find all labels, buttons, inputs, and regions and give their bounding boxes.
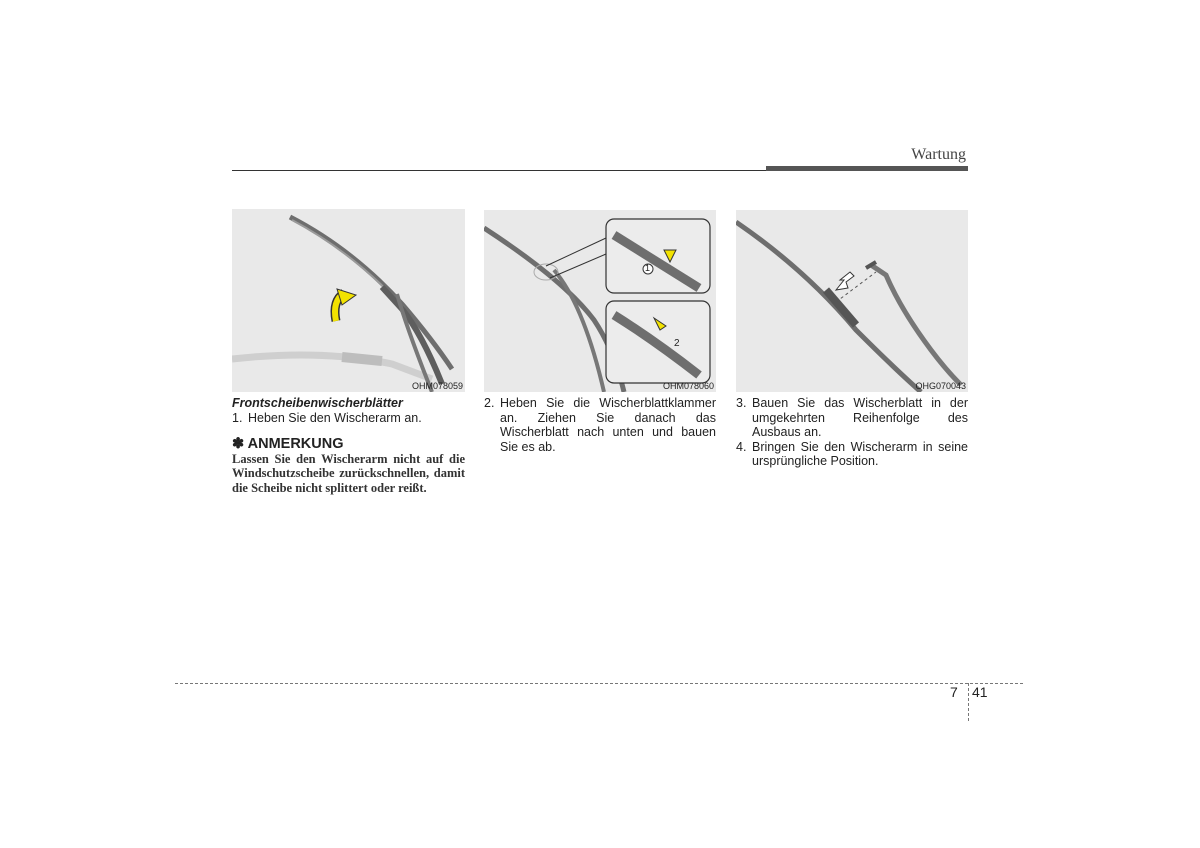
callout-1: 1 <box>645 263 651 273</box>
figure-2 <box>484 210 716 392</box>
lift-arrow-icon <box>335 289 356 321</box>
step-number: 2. <box>484 396 495 410</box>
column-1 <box>232 396 465 495</box>
note-title: ✽ ANMERKUNG <box>232 436 344 452</box>
column-3 <box>736 396 968 469</box>
wiper-install-illustration <box>736 210 968 392</box>
step-text: Heben Sie den Wischerarm an. <box>248 410 422 425</box>
install-arrow-icon <box>836 272 854 290</box>
header-rule <box>232 170 766 171</box>
step-4 <box>736 440 968 469</box>
figure-code: OHM078059 <box>411 381 463 391</box>
step-3 <box>736 396 968 440</box>
callout-2: 2 <box>674 338 680 349</box>
column-2 <box>484 396 716 454</box>
note-text: Lassen Sie den Wischerarm nicht auf die Windschutzscheibe zurückschnellen, damit die Scheibe nicht splittert oder reißt. <box>232 451 465 495</box>
page-number: 41 <box>972 684 988 700</box>
figure-code: OHG070043 <box>915 381 966 391</box>
step-number: 3. <box>736 396 747 410</box>
figure-code: OHM078060 <box>662 381 714 391</box>
section-title: Wartung <box>911 146 966 163</box>
wiper-clip-illustration <box>484 210 716 392</box>
footer-rule <box>175 683 1023 684</box>
header-rule-accent <box>766 166 968 171</box>
step-2 <box>484 396 716 454</box>
step-number: 4. <box>736 439 747 454</box>
figure-3 <box>736 210 968 392</box>
step-1 <box>232 411 465 426</box>
step-number: 1. <box>232 410 243 425</box>
step-text: Bringen Sie den Wischerarm in seine ursprüngliche Position. <box>752 439 968 468</box>
figure-caption: Frontscheibenwischerblätter <box>232 396 403 410</box>
wiper-lift-illustration <box>232 209 465 392</box>
chapter-number: 7 <box>950 684 958 700</box>
figure-1 <box>232 209 465 392</box>
footer-divider <box>968 683 969 721</box>
step-text: Bauen Sie das Wischerblatt in der umgekehrten Reihenfolge des Ausbaus an. <box>752 396 968 439</box>
step-text: Heben Sie die Wischerblattklammer an. Ziehen Sie danach das Wischerblatt nach unten und bauen Sie es ab. <box>500 396 716 454</box>
